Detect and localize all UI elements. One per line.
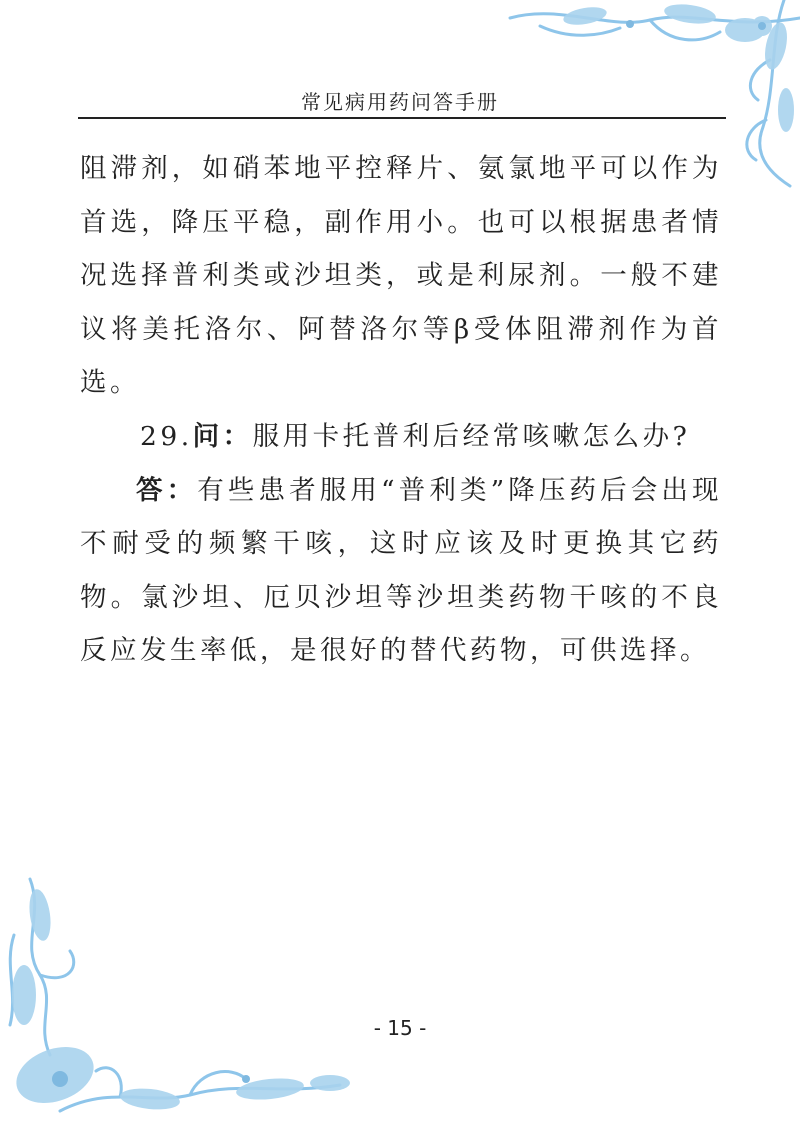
question-label: 问： — [192, 421, 253, 452]
running-header-title: 常见病用药问答手册 — [301, 90, 499, 114]
qa-item-29 — [80, 410, 722, 678]
floral-corner-ornament-bottom-left — [0, 875, 370, 1125]
page-number: - 15 - — [373, 1016, 427, 1040]
question-number: 29. — [140, 421, 193, 452]
answer-label: 答： — [136, 474, 198, 506]
header-divider — [78, 117, 726, 119]
answer-paragraph — [80, 464, 722, 678]
continuation-paragraph: 阻滞剂，如硝苯地平控释片、氨氯地平可以作为首选，降压平稳，副作用小。也可以根据患者情况选择普利类或沙坦类，或是利尿剂。一般不建议将美托洛尔、阿替洛尔等β受体阻滞剂作为首选。 — [80, 153, 722, 398]
question-text: 服用卡托普利后经常咳嗽怎么办? — [252, 421, 691, 452]
question-line — [80, 410, 722, 464]
answer-text: 有些患者服用“普利类”降压药后会出现不耐受的频繁干咳，这时应该及时更换其它药物。氯沙坦、厄贝沙坦等沙坦类药物干咳的不良反应发生率低，是很好的替代药物，可供选择。 — [80, 474, 722, 666]
